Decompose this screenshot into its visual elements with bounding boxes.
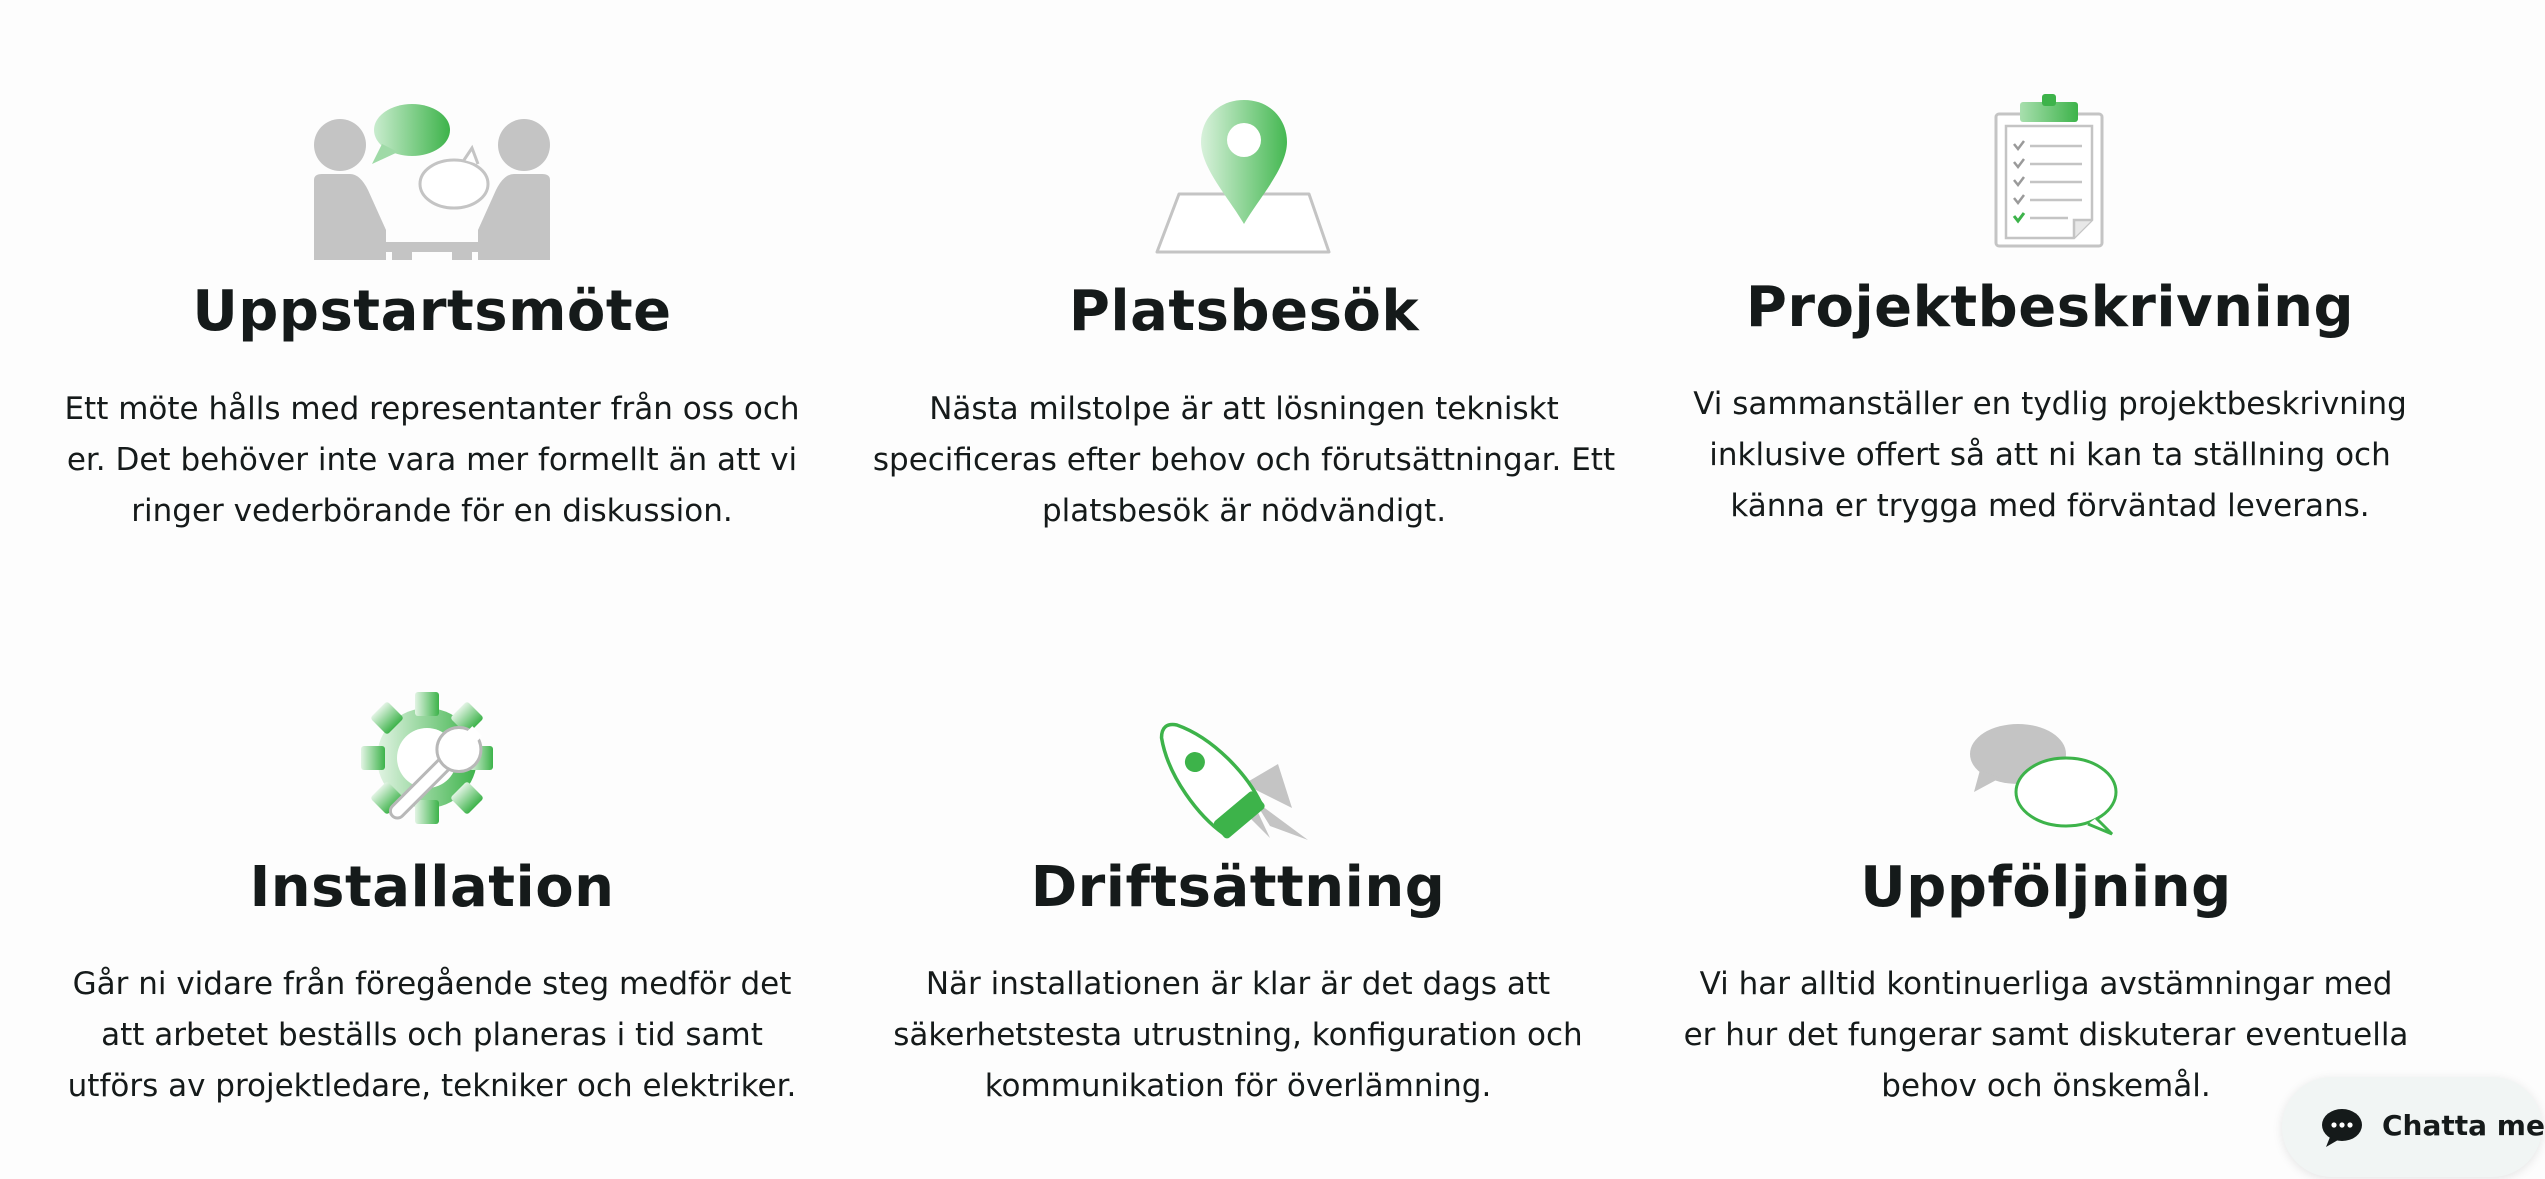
description-line: att arbetet beställs och planeras i tid samt: [101, 1017, 763, 1053]
chat-bubble-icon: [2320, 1107, 2364, 1147]
rocket-icon: [1158, 704, 1318, 844]
chat-widget-button[interactable]: [2282, 1077, 2545, 1177]
description-line: inklusive offert så att ni kan ta ställning och: [1709, 437, 2391, 473]
description-line: er. Det behöver inte vara mer formellt än att vi: [66, 442, 798, 478]
description-line: Går ni vidare från föregående steg medför det: [72, 966, 792, 1002]
meeting-icon: [312, 100, 552, 265]
step-title: Uppföljning: [1860, 855, 2232, 920]
description-line: känna er trygga med förväntad leverans.: [1730, 488, 2370, 524]
description-line: specificeras efter behov och förutsättningar. Ett: [872, 442, 1616, 478]
description-line: säkerhetstesta utrustning, konfiguration och: [893, 1017, 1583, 1053]
description-line: Vi sammanställer en tydlig projektbeskrivning: [1693, 386, 2407, 422]
step-uppstartsmote: [52, 0, 812, 560]
step-title: Platsbesök: [1068, 279, 1420, 344]
step-driftsattning: [858, 576, 1618, 1136]
description-line: er hur det fungerar samt diskuterar eventuella: [1683, 1017, 2409, 1053]
step-platsbesok: [864, 0, 1624, 560]
description-line: platsbesök är nödvändigt.: [1041, 493, 1447, 529]
clipboard-checklist-icon: [1990, 92, 2110, 252]
description-line: Ett möte hålls med representanter från oss och: [64, 391, 800, 427]
description-line: När installationen är klar är det dags att: [925, 966, 1551, 1002]
step-description: [858, 959, 1618, 1112]
description-line: utförs av projektledare, tekniker och elektriker.: [67, 1068, 797, 1104]
step-title: Projektbeskrivning: [1745, 275, 2355, 340]
step-uppfoljning: [1666, 576, 2426, 1136]
step-title: Installation: [249, 855, 615, 920]
step-description: [52, 384, 812, 537]
description-line: ringer vederbörande för en diskussion.: [131, 493, 733, 529]
chat-bubbles-icon: [1966, 718, 2126, 838]
step-title: Driftsättning: [1030, 855, 1446, 920]
description-line: Vi har alltid kontinuerliga avstämningar med: [1699, 966, 2393, 1002]
step-description: [1670, 379, 2430, 532]
step-description: [864, 384, 1624, 537]
description-line: kommunikation för överlämning.: [984, 1068, 1492, 1104]
gear-wrench-icon: [357, 692, 507, 832]
step-title: Uppstartsmöte: [192, 279, 672, 344]
step-projektbeskrivning: [1670, 0, 2430, 560]
step-description: [52, 959, 812, 1112]
step-installation: [52, 576, 812, 1136]
description-line: Nästa milstolpe är att lösningen tekniskt: [929, 391, 1559, 427]
chat-widget-label: Chatta me: [2382, 1109, 2545, 1142]
location-pin-icon: [1149, 98, 1339, 258]
description-line: behov och önskemål.: [1881, 1068, 2211, 1104]
